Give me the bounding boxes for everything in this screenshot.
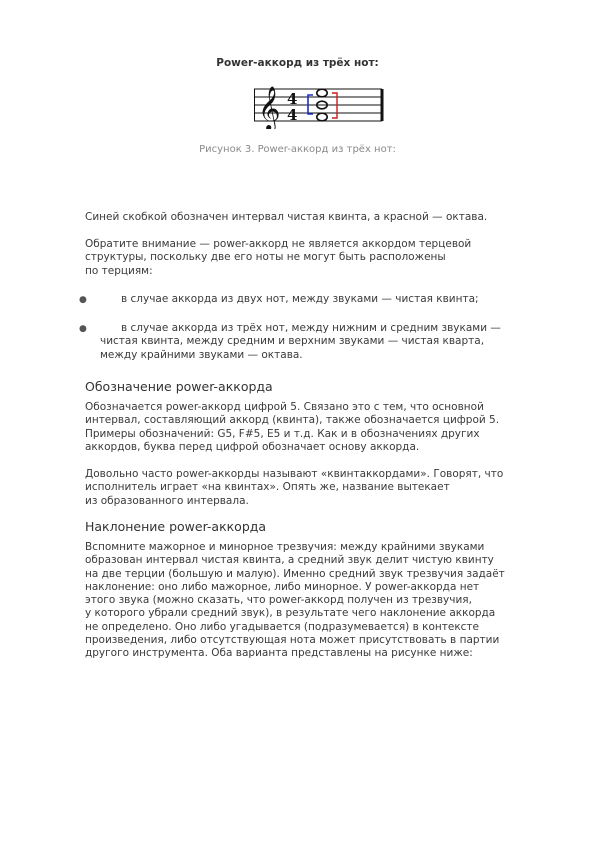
section1-paragraph-1 (85, 401, 555, 454)
figure-title: Power-аккорд из трёх нот: (216, 57, 379, 69)
note-top (317, 89, 327, 97)
text-line: на две терции (большую и малую). Именно средний звук трезвучия задаёт (85, 567, 505, 580)
text-line: другого инструмента. Оба варианта представлены на рисунке ниже: (85, 647, 473, 660)
bullet-icon: ● (79, 324, 87, 334)
text-line: в случае аккорда из трёх нот, между нижним и средним звуками — (121, 322, 501, 334)
figure-caption: Рисунок 3. Power-аккорд из трёх нот: (199, 144, 396, 155)
text-line: из образованного интервала. (85, 494, 249, 507)
intro-paragraph-2 (85, 238, 555, 278)
section2-paragraph-1 (85, 541, 555, 661)
text-line: между крайними звуками — октава. (100, 348, 303, 361)
text-line: структуры, поскольку две его ноты не могут быть расположены (85, 251, 446, 264)
section1-paragraph-2 (85, 468, 555, 508)
bullet-icon: ● (79, 295, 87, 305)
text-line: этого звука (можно сказать, что power-аккорд получен из трезвучия, (85, 594, 472, 607)
time-signature-top: 4 (287, 90, 298, 108)
intro-paragraph-1: Синей скобкой обозначен интервал чистая квинта, а красной — октава. (85, 211, 488, 223)
text-line: Обратите внимание — power-аккорд не является аккордом терцевой (85, 238, 472, 250)
section-heading-inclination: Наклонение power-аккорда (85, 519, 267, 534)
text-line: у которого убрали средний звук), в результате чего наклонение аккорда (85, 607, 496, 620)
time-signature-bottom: 4 (287, 106, 298, 124)
text-line: не определено. Оно либо угадывается (подразумевается) в контексте (85, 620, 480, 633)
text-line: аккордов, буква перед цифрой обозначает основу аккорда. (85, 440, 420, 453)
text-line: Довольно часто power-аккорды называют «квинтаккордами». Говорят, что (85, 468, 504, 480)
text-line: образован интервал чистая квинта, а средний звук делит чистую квинту (85, 554, 494, 567)
text-line: произведения, либо отсутствующая нота может присутствовать в партии (85, 634, 500, 647)
text-line: Обозначается power-аккорд цифрой 5. Связано это с тем, что основной (85, 401, 484, 413)
text-line: исполнитель играет «на квинтах». Опять же, название вытекает (85, 481, 450, 494)
music-staff-figure (254, 83, 388, 129)
text-line: Вспомните мажорное и минорное трезвучия: между крайними звуками (85, 541, 485, 553)
list-item (100, 322, 560, 362)
list-item (100, 293, 560, 306)
text-line: Примеры обозначений: G5, F#5, E5 и т.д. Как и в обозначениях других (85, 427, 480, 440)
note-bottom (317, 113, 327, 121)
text-line: чистая квинта, между средним и верхним звуками — чистая кварта, (100, 335, 485, 348)
text-line: наклонение: оно либо мажорное, либо минорное. У power-аккорда нет (85, 580, 480, 593)
section-heading-designation: Обозначение power-аккорда (85, 379, 273, 394)
text-line: интервал, составляющий аккорд (квинта), также обозначается цифрой 5. (85, 414, 500, 427)
treble-clef-icon: 𝄞 (258, 86, 281, 129)
text-line: в случае аккорда из двух нот, между звуками — чистая квинта; (121, 293, 479, 305)
text-line: по терциям: (85, 264, 153, 277)
